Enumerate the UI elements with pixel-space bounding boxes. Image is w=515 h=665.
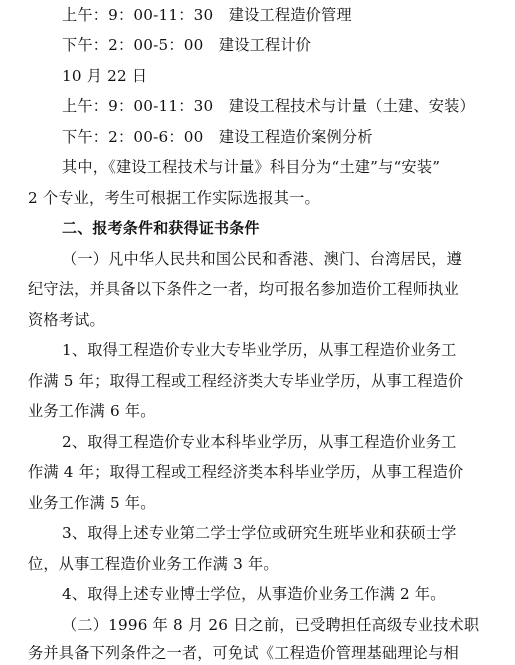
condition-2-line-3: 业务工作满 5 年。	[28, 494, 156, 512]
condition-2-line-2: 作满 4 年；取得工程或工程经济类本科毕业学历，从事工程造价	[28, 463, 464, 481]
schedule-line-afternoon-2: 下午：2：00-6：00 建设工程造价案例分析	[62, 128, 373, 146]
paragraph-eligibility-3: 资格考试。	[28, 311, 105, 329]
condition-1-line-1: 1、取得工程造价专业大专毕业学历，从事工程造价业务工	[62, 341, 457, 359]
exam-date-line: 10 月 22 日	[62, 67, 148, 85]
paragraph-eligibility-2: 纪守法，并具备以下条件之一者，均可报名参加造价工程师执业	[28, 280, 459, 298]
schedule-line-morning-2: 上午：9：00-11：30 建设工程技术与计量（土建、安装）	[62, 97, 475, 115]
schedule-line-morning-1: 上午：9：00-11：30 建设工程造价管理	[62, 6, 352, 24]
paragraph-subject-note-cont: 2 个专业，考生可根据工作实际选报其一。	[28, 189, 320, 207]
condition-2-line-1: 2、取得工程造价专业本科毕业学历，从事工程造价业务工	[62, 433, 457, 451]
paragraph-subject-note: 其中，《建设工程技术与计量》科目分为“土建”与“安装”	[62, 158, 441, 176]
paragraph-exemption-1: （二）1996 年 8 月 26 日之前，已受聘担任高级专业技术职	[62, 616, 480, 634]
condition-1-line-2: 作满 5 年；取得工程或工程经济类大专毕业学历，从事工程造价	[28, 372, 464, 390]
paragraph-exemption-2: 务并具备下列条件之一者，可免试《工程造价管理基础理论与相	[28, 644, 459, 662]
section-heading: 二、报考条件和获得证书条件	[62, 219, 260, 237]
schedule-line-afternoon-1: 下午：2：00-5：00 建设工程计价	[62, 36, 312, 54]
condition-4-line: 4、取得上述专业博士学位，从事造价业务工作满 2 年。	[62, 585, 446, 603]
paragraph-eligibility-1: （一）凡中华人民共和国公民和香港、澳门、台湾居民，遵	[62, 250, 463, 268]
condition-3-line-2: 位，从事工程造价业务工作满 3 年。	[28, 555, 279, 573]
condition-3-line-1: 3、取得上述专业第二学士学位或研究生班毕业和获硕士学	[62, 524, 457, 542]
condition-1-line-3: 业务工作满 6 年。	[28, 402, 156, 420]
